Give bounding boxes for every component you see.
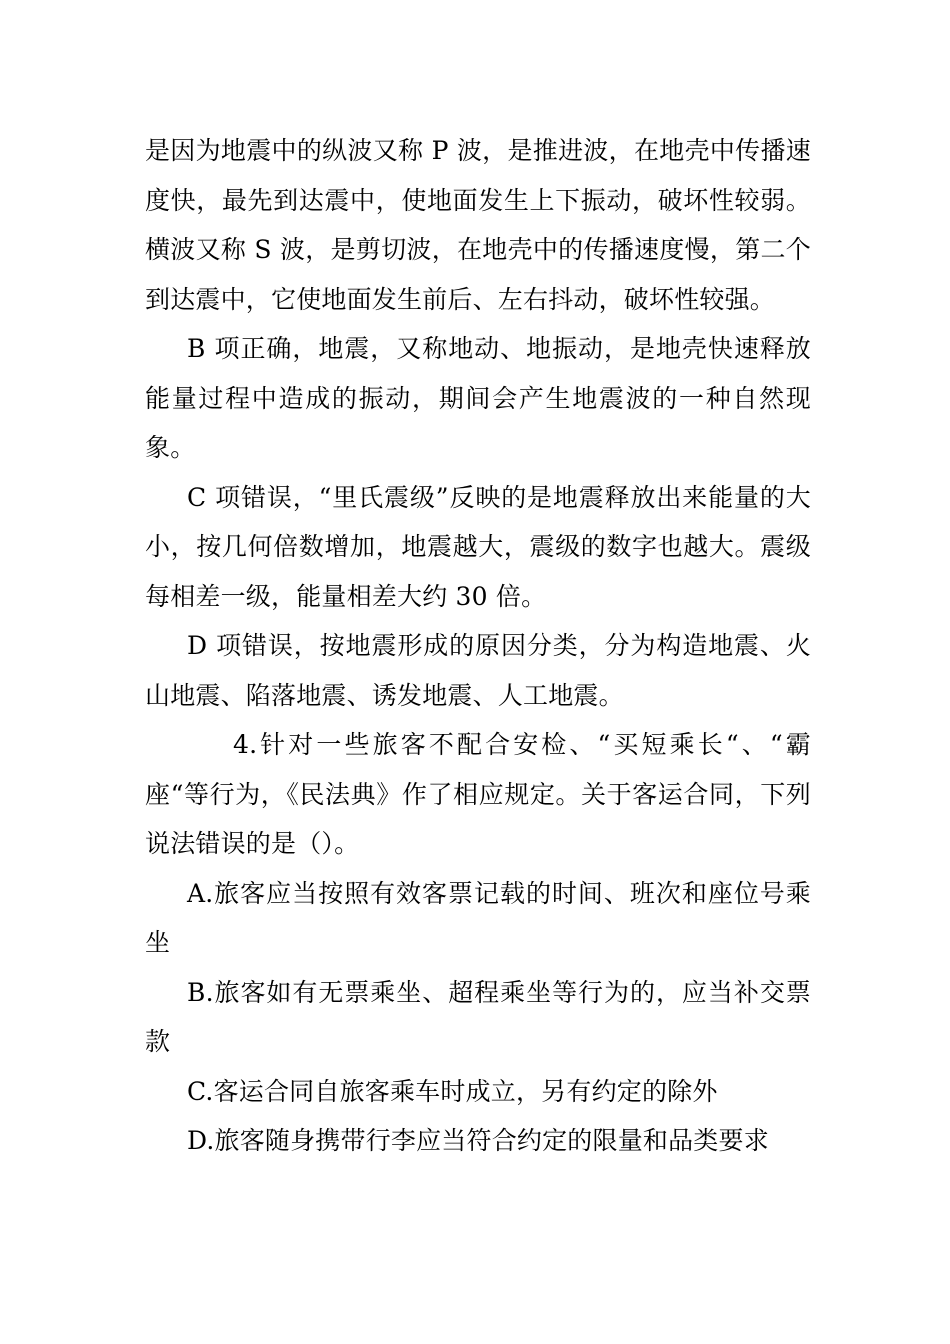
explanation-paragraph-c: C 项错误，“里氏震级”反映的是地震释放出来能量的大小，按几何倍数增加，地震越大，震级的数字也越大。震级每相差一级，能量相差大约 30 倍。 [145, 482, 811, 611]
explanation-paragraph-continued: 是因为地震中的纵波又称 P 波，是推进波，在地壳中传播速度快，最先到达震中，使地面发生上下振动，破坏性较弱。横波又称 S 波，是剪切波，在地壳中的传播速度慢，第二个到达震中，它使地面发生前后、左右抖动，破坏性较强。 [145, 136, 811, 314]
explanation-paragraph-d: D 项错误，按地震形成的原因分类，分为构造地震、火山地震、陷落地震、诱发地震、人工地震。 [145, 631, 811, 710]
question-option-d: D.旅客随身携带行李应当符合约定的限量和品类要求 [187, 1126, 769, 1155]
question-stem: 4.针对一些旅客不配合安检、“买短乘长“、“霸座“等行为，《民法典》作了相应规定。关于客运合同，下列说法错误的是（）。 [145, 730, 811, 858]
explanation-paragraph-b: B 项正确，地震，又称地动、地振动，是地壳快速释放能量过程中造成的振动，期间会产生地震波的一种自然现象。 [145, 334, 811, 462]
question-option-c: C.客运合同自旅客乘车时成立，另有约定的除外 [187, 1076, 718, 1106]
question-option-a: A.旅客应当按照有效客票记载的时间、班次和座位号乘坐 [145, 878, 811, 957]
question-option-b: B.旅客如有无票乘坐、超程乘坐等行为的，应当补交票款 [145, 977, 811, 1056]
document-page [145, 126, 811, 1166]
